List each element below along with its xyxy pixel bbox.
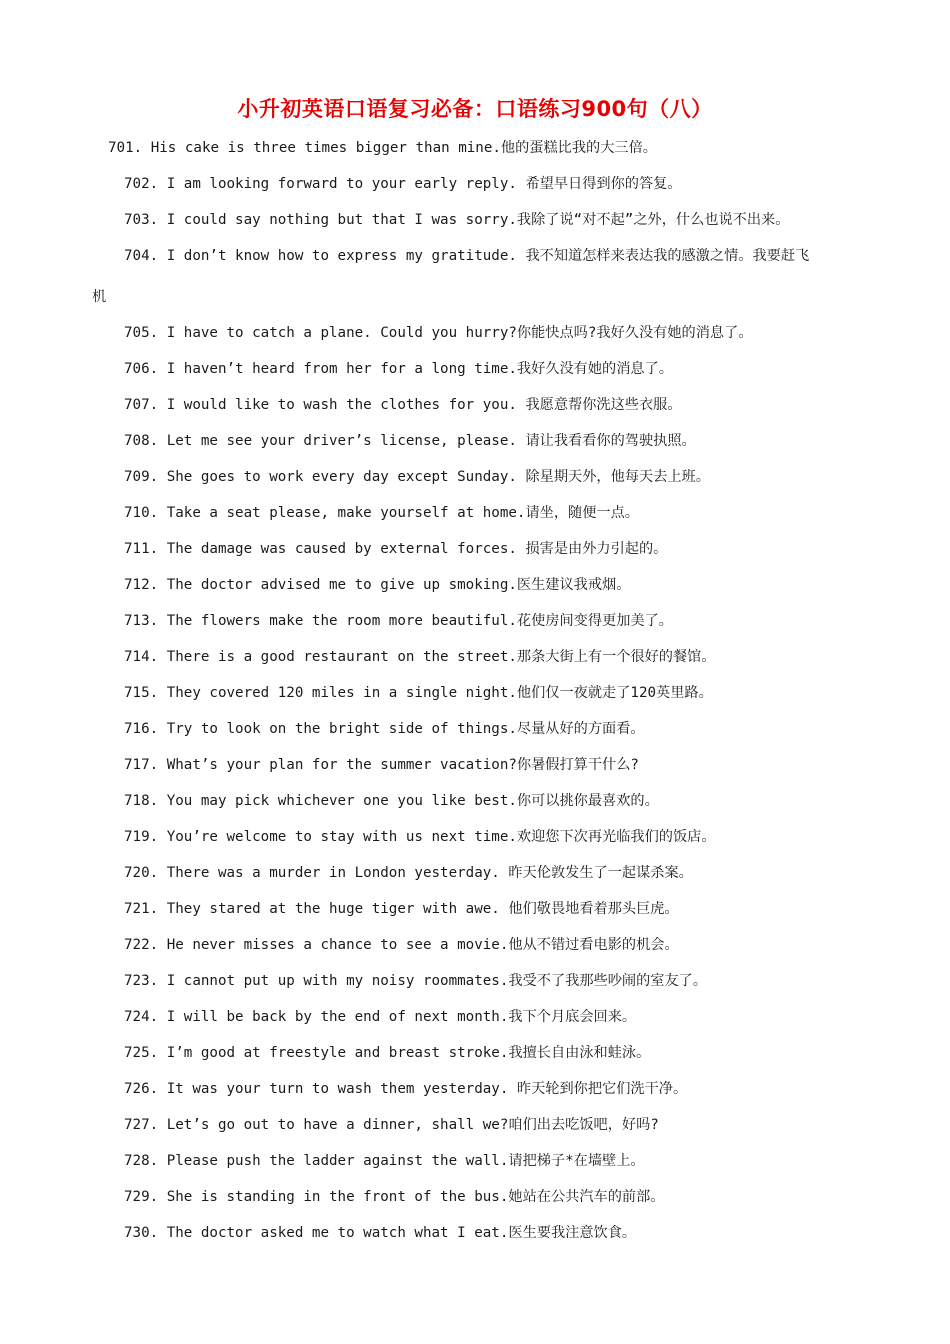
list-item	[124, 822, 950, 852]
list-item	[124, 354, 950, 384]
item-number: 719.	[124, 829, 159, 845]
item-number: 716.	[124, 721, 159, 737]
item-text: I cannot put up with my noisy roommates.我受不了我那些吵闹的室友了。	[166, 973, 708, 989]
list-item	[124, 966, 950, 996]
list-item	[124, 894, 950, 924]
list-item	[124, 1074, 950, 1104]
list-item	[124, 930, 950, 960]
item-number: 727.	[124, 1117, 159, 1133]
item-text: You may pick whichever one you like best.你可以挑你最喜欢的。	[166, 793, 659, 809]
list-item	[124, 858, 950, 888]
item-text: They covered 120 miles in a single night.他们仅一夜就走了120英里路。	[166, 685, 713, 701]
item-text-wrap: 机	[92, 289, 107, 305]
item-number: 718.	[124, 793, 159, 809]
list-item	[124, 1038, 950, 1068]
page-title: 小升初英语口语复习必备：口语练习900句（八）	[237, 97, 713, 121]
item-number: 729.	[124, 1189, 159, 1205]
item-number: 720.	[124, 865, 159, 881]
item-number: 713.	[124, 613, 159, 629]
item-text: Please push the ladder against the wall.请把梯子*在墙壁上。	[166, 1153, 645, 1169]
item-text: There was a murder in London yesterday. 昨天伦敦发生了一起谋杀案。	[166, 865, 693, 881]
item-number: 715.	[124, 685, 159, 701]
item-text: He never misses a chance to see a movie.他从不错过看电影的机会。	[166, 937, 679, 953]
item-text: It was your turn to wash them yesterday. 昨天轮到你把它们洗干净。	[166, 1081, 688, 1097]
item-text: Let me see your driver’s license, please. 请让我看看你的驾驶执照。	[166, 433, 696, 449]
list-item	[124, 498, 950, 528]
list-item	[124, 390, 950, 420]
item-number: 711.	[124, 541, 159, 557]
item-text: I haven’t heard from her for a long time.我好久没有她的消息了。	[166, 361, 673, 377]
list-item	[124, 678, 950, 708]
item-number: 730.	[124, 1225, 159, 1241]
list-item	[124, 426, 950, 456]
list-item	[124, 1110, 950, 1140]
item-text: I will be back by the end of next month.我下个月底会回来。	[166, 1009, 637, 1025]
list-item	[124, 169, 950, 199]
list-item	[124, 1146, 950, 1176]
item-text: Try to look on the bright side of things.尽量从好的方面看。	[166, 721, 645, 737]
item-text: I don’t know how to express my gratitude. 我不知道怎样来表达我的感激之情。我要赶飞	[166, 248, 810, 264]
list-item	[124, 642, 950, 672]
list-item	[124, 534, 950, 564]
item-text: The doctor asked me to watch what I eat.医生要我注意饮食。	[166, 1225, 637, 1241]
item-number: 705.	[124, 325, 159, 341]
item-number: 723.	[124, 973, 159, 989]
item-number: 717.	[124, 757, 159, 773]
item-text: What’s your plan for the summer vacation?你暑假打算干什么?	[166, 757, 639, 773]
item-text: You’re welcome to stay with us next time.欢迎您下次再光临我们的饭店。	[166, 829, 716, 845]
item-text: The flowers make the room more beautiful.花使房间变得更加美了。	[166, 613, 673, 629]
item-number: 721.	[124, 901, 159, 917]
list-item	[124, 1218, 950, 1248]
list-item	[124, 714, 950, 744]
item-text: There is a good restaurant on the street.那条大街上有一个很好的餐馆。	[166, 649, 716, 665]
list-item	[124, 606, 950, 636]
item-number: 712.	[124, 577, 159, 593]
item-number: 707.	[124, 397, 159, 413]
item-text: She is standing in the front of the bus.她站在公共汽车的前部。	[166, 1189, 665, 1205]
list-item	[124, 1182, 950, 1212]
item-text: I have to catch a plane. Could you hurry?你能快点吗?我好久没有她的消息了。	[166, 325, 753, 341]
item-number: 701.	[108, 140, 143, 156]
item-text: I would like to wash the clothes for you. 我愿意帮你洗这些衣服。	[166, 397, 682, 413]
list-item	[124, 462, 950, 492]
item-number: 708.	[124, 433, 159, 449]
item-number: 725.	[124, 1045, 159, 1061]
list-item	[124, 570, 950, 600]
list-item	[108, 133, 950, 163]
item-number: 703.	[124, 212, 159, 228]
item-text: The doctor advised me to give up smoking.医生建议我戒烟。	[166, 577, 631, 593]
item-text: His cake is three times bigger than mine.他的蛋糕比我的大三倍。	[150, 140, 657, 156]
item-text: I could say nothing but that I was sorry.我除了说“对不起”之外，什么也说不出来。	[166, 212, 790, 228]
list-item	[124, 1002, 950, 1032]
item-number: 724.	[124, 1009, 159, 1025]
item-text: She goes to work every day except Sunday. 除星期天外，他每天去上班。	[166, 469, 710, 485]
item-number: 706.	[124, 361, 159, 377]
item-text: Let’s go out to have a dinner, shall we?咱们出去吃饭吧，好吗?	[166, 1117, 659, 1133]
item-text: Take a seat please, make yourself at home.请坐，随便一点。	[166, 505, 639, 521]
list-item	[124, 750, 950, 780]
list-item	[124, 241, 950, 271]
item-number: 726.	[124, 1081, 159, 1097]
item-number: 702.	[124, 176, 159, 192]
item-text: The damage was caused by external forces. 损害是由外力引起的。	[166, 541, 668, 557]
list-item	[124, 318, 950, 348]
list-item	[124, 205, 950, 235]
item-text: I’m good at freestyle and breast stroke.我擅长自由泳和蛙泳。	[166, 1045, 651, 1061]
item-number: 709.	[124, 469, 159, 485]
item-number: 722.	[124, 937, 159, 953]
item-text: They stared at the huge tiger with awe. 他们敬畏地看着那头巨虎。	[166, 901, 679, 917]
item-number: 714.	[124, 649, 159, 665]
item-number: 704.	[124, 248, 159, 264]
list-item	[124, 786, 950, 816]
item-text: I am looking forward to your early reply. 希望早日得到你的答复。	[166, 176, 682, 192]
item-number: 710.	[124, 505, 159, 521]
item-number: 728.	[124, 1153, 159, 1169]
